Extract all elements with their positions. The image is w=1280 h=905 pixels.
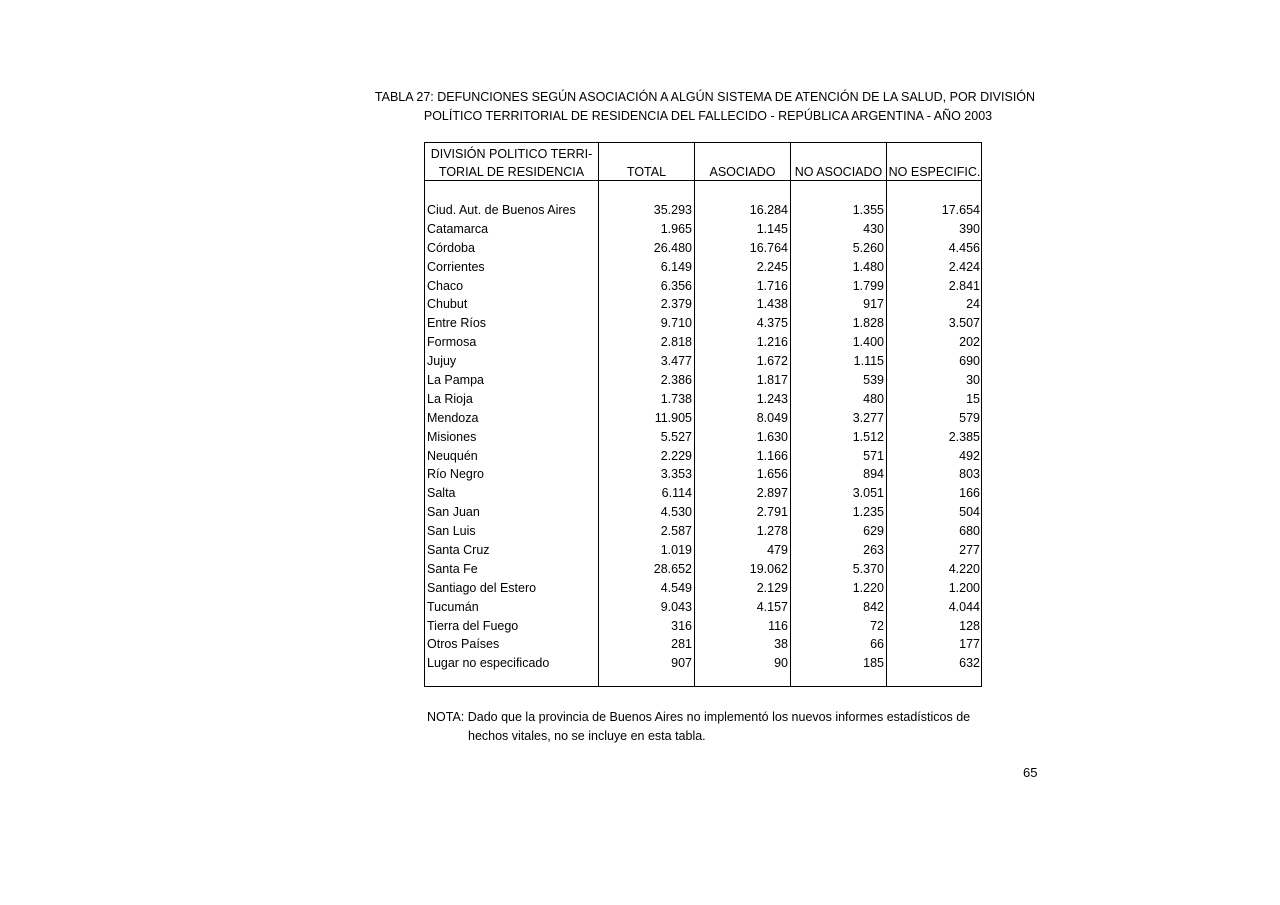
cell-asociado: 2.791 — [756, 505, 788, 520]
cell-no-asociado: 842 — [863, 599, 884, 614]
cell-no-asociado: 1.400 — [852, 335, 884, 350]
cell-division: Chubut — [427, 297, 468, 312]
cell-asociado: 1.145 — [756, 221, 788, 236]
table-row — [425, 352, 981, 371]
cell-total: 2.818 — [660, 335, 692, 350]
cell-asociado: 116 — [768, 618, 788, 633]
table-row — [425, 617, 981, 636]
table-row — [425, 371, 981, 390]
table-row — [425, 579, 981, 598]
cell-division: Mendoza — [427, 410, 479, 425]
table-row — [425, 484, 981, 503]
cell-division: Corrientes — [427, 259, 485, 274]
cell-no-asociado: 480 — [863, 391, 884, 406]
cell-no-especific: 17.654 — [941, 203, 980, 217]
table-row — [425, 654, 981, 673]
cell-no-asociado: 66 — [870, 637, 884, 652]
table-row — [425, 409, 981, 428]
cell-no-asociado: 3.051 — [852, 486, 884, 501]
table-row — [425, 201, 981, 220]
cell-asociado: 16.764 — [749, 240, 788, 255]
cell-total: 6.356 — [660, 278, 692, 293]
cell-no-especific: 632 — [959, 656, 980, 671]
cell-total: 5.527 — [660, 429, 692, 444]
cell-no-asociado: 430 — [863, 221, 884, 236]
table-row — [425, 258, 981, 277]
cell-no-asociado: 1.115 — [853, 354, 884, 369]
cell-no-asociado: 3.277 — [852, 410, 884, 425]
cell-division: La Pampa — [427, 373, 484, 388]
cell-no-especific: 128 — [959, 618, 980, 633]
table-row — [425, 333, 981, 352]
cell-asociado: 2.129 — [756, 580, 788, 595]
cell-total: 4.549 — [660, 580, 692, 595]
table-row — [425, 635, 981, 654]
cell-total: 1.738 — [660, 391, 692, 406]
cell-no-asociado: 917 — [863, 297, 884, 312]
table-row — [425, 295, 981, 314]
cell-total: 6.149 — [660, 259, 692, 274]
header-no-especific: NO ESPECIFIC. — [888, 165, 981, 179]
cell-division: Misiones — [427, 429, 477, 444]
cell-asociado: 1.716 — [756, 278, 788, 293]
cell-total: 281 — [671, 637, 692, 652]
cell-no-asociado: 1.235 — [852, 505, 884, 520]
cell-division: Chaco — [427, 278, 464, 293]
cell-no-especific: 3.507 — [948, 316, 980, 331]
cell-no-especific: 30 — [966, 373, 980, 388]
title-line-1: TABLA 27: DEFUNCIONES SEGÚN ASOCIACIÓN A ALGÚN SISTEMA DE ATENCIÓN DE LA SALUD, POR DIVISIÓN — [374, 90, 1036, 104]
table-title — [370, 88, 1040, 126]
table-row — [425, 522, 981, 541]
cell-no-asociado: 1.512 — [852, 429, 884, 444]
cell-total: 35.293 — [653, 203, 692, 217]
cell-total: 1.965 — [660, 221, 692, 236]
header-no-asociado: NO ASOCIADO — [794, 165, 883, 179]
cell-no-asociado: 539 — [863, 373, 884, 388]
cell-no-asociado: 185 — [863, 656, 884, 671]
cell-no-asociado: 629 — [863, 524, 884, 539]
cell-asociado: 4.375 — [756, 316, 788, 331]
cell-division: Tierra del Fuego — [427, 618, 519, 633]
table-row — [425, 503, 981, 522]
header-division-line2: TORIAL DE RESIDENCIA — [438, 165, 585, 179]
cell-no-asociado: 5.260 — [852, 240, 884, 255]
cell-no-asociado: 72 — [870, 618, 884, 633]
cell-no-especific: 4.044 — [948, 599, 980, 614]
cell-no-especific: 2.424 — [948, 259, 980, 274]
cell-division: Santiago del Estero — [427, 580, 537, 595]
cell-total: 316 — [671, 618, 692, 633]
cell-total: 2.587 — [660, 524, 692, 539]
cell-no-asociado: 263 — [863, 543, 884, 558]
cell-no-especific: 390 — [959, 221, 980, 236]
cell-no-especific: 4.456 — [948, 240, 980, 255]
cell-no-especific: 504 — [959, 505, 980, 520]
cell-division: Ciud. Aut. de Buenos Aires — [427, 203, 576, 217]
cell-no-especific: 166 — [959, 486, 980, 501]
footnote-line-2: hechos vitales, no se incluye en esta tabla. — [468, 729, 706, 743]
cell-no-especific: 4.220 — [948, 561, 980, 576]
header-total: TOTAL — [626, 165, 667, 179]
cell-division: Tucumán — [427, 599, 479, 614]
header-division — [425, 145, 598, 181]
cell-asociado: 1.817 — [756, 373, 788, 388]
cell-asociado: 1.438 — [756, 297, 788, 312]
cell-no-especific: 177 — [959, 637, 980, 652]
table-row — [425, 447, 981, 466]
cell-division: Lugar no especificado — [427, 656, 550, 671]
cell-no-especific: 2.841 — [948, 278, 980, 293]
cell-division: Catamarca — [427, 221, 489, 236]
cell-division: Otros Países — [427, 637, 500, 652]
table-row — [425, 541, 981, 560]
cell-no-especific: 24 — [966, 297, 980, 312]
table-row — [425, 220, 981, 239]
cell-no-asociado: 1.828 — [852, 316, 884, 331]
cell-no-asociado: 571 — [863, 448, 884, 463]
cell-no-especific: 690 — [959, 354, 980, 369]
cell-asociado: 2.245 — [756, 259, 788, 274]
cell-total: 1.019 — [660, 543, 692, 558]
header-division-line1: DIVISIÓN POLITICO TERRI- — [430, 147, 593, 161]
cell-asociado: 19.062 — [749, 561, 788, 576]
cell-division: Río Negro — [427, 467, 484, 482]
table-row — [425, 390, 981, 409]
cell-no-especific: 15 — [966, 391, 980, 406]
cell-division: Córdoba — [427, 240, 475, 255]
table-body — [425, 201, 981, 673]
cell-no-asociado: 894 — [863, 467, 884, 482]
cell-asociado: 2.897 — [756, 486, 788, 501]
cell-division: La Rioja — [427, 391, 473, 406]
cell-total: 3.353 — [660, 467, 692, 482]
table-row — [425, 598, 981, 617]
data-table — [424, 142, 982, 687]
cell-asociado: 1.166 — [756, 448, 788, 463]
cell-total: 3.477 — [660, 354, 692, 369]
cell-total: 28.652 — [653, 561, 692, 576]
cell-total: 4.530 — [660, 505, 692, 520]
cell-no-especific: 1.200 — [948, 580, 980, 595]
cell-asociado: 1.656 — [756, 467, 788, 482]
cell-asociado: 16.284 — [749, 203, 788, 217]
table-row — [425, 314, 981, 333]
cell-asociado: 1.630 — [756, 429, 788, 444]
cell-no-asociado: 1.220 — [852, 580, 884, 595]
table-row — [425, 239, 981, 258]
cell-no-especific: 2.385 — [948, 429, 980, 444]
cell-asociado: 1.278 — [756, 524, 788, 539]
cell-total: 9.043 — [660, 599, 692, 614]
cell-no-asociado: 1.799 — [852, 278, 884, 293]
cell-no-especific: 277 — [959, 543, 980, 558]
cell-asociado: 38 — [774, 637, 788, 652]
cell-total: 907 — [671, 656, 692, 671]
cell-asociado: 1.672 — [756, 354, 788, 369]
cell-no-asociado: 1.355 — [852, 203, 884, 217]
cell-asociado: 1.243 — [756, 391, 788, 406]
cell-asociado: 4.157 — [756, 599, 788, 614]
cell-asociado: 8.049 — [756, 410, 788, 425]
cell-division: Formosa — [427, 335, 477, 350]
cell-asociado: 1.216 — [756, 335, 788, 350]
cell-division: Entre Ríos — [427, 316, 487, 331]
title-line-2: POLÍTICO TERRITORIAL DE RESIDENCIA DEL FALLECIDO - REPÚBLICA ARGENTINA - AÑO 2003 — [423, 109, 993, 123]
cell-total: 26.480 — [653, 240, 692, 255]
cell-division: Santa Fe — [427, 561, 478, 576]
cell-division: San Juan — [427, 505, 480, 520]
cell-total: 2.229 — [660, 448, 692, 463]
cell-division: Jujuy — [427, 354, 457, 369]
header-asociado: ASOCIADO — [709, 165, 776, 179]
cell-total: 2.379 — [660, 297, 692, 312]
cell-total: 2.386 — [660, 373, 692, 388]
cell-asociado: 90 — [774, 656, 788, 671]
table-row — [425, 277, 981, 296]
cell-asociado: 479 — [767, 543, 788, 558]
table-row — [425, 428, 981, 447]
cell-total: 11.905 — [654, 410, 692, 425]
page-number: 65 — [1023, 765, 1038, 780]
table-row — [425, 560, 981, 579]
cell-total: 9.710 — [660, 316, 692, 331]
cell-division: San Luis — [427, 524, 476, 539]
table-row — [425, 465, 981, 484]
cell-no-asociado: 1.480 — [852, 259, 884, 274]
cell-division: Santa Cruz — [427, 543, 490, 558]
cell-no-especific: 579 — [959, 410, 980, 425]
cell-no-asociado: 5.370 — [852, 561, 884, 576]
cell-no-especific: 803 — [959, 467, 980, 482]
cell-total: 6.114 — [661, 486, 692, 501]
cell-no-especific: 680 — [959, 524, 980, 539]
cell-division: Salta — [427, 486, 456, 501]
footnote-line-1: NOTA: Dado que la provincia de Buenos Aires no implementó los nuevos informes estadísticos de — [427, 710, 971, 724]
cell-no-especific: 492 — [959, 448, 980, 463]
cell-division: Neuquén — [427, 448, 478, 463]
footnote — [427, 708, 987, 746]
cell-no-especific: 202 — [959, 335, 980, 350]
